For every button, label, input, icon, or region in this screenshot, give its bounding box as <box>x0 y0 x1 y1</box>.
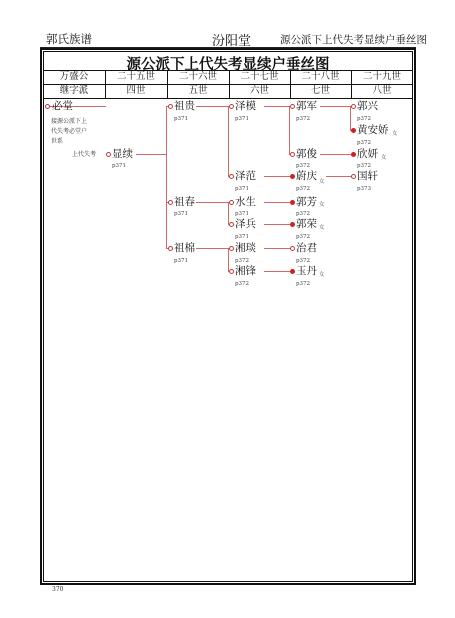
connector <box>228 248 229 272</box>
node-marker <box>351 174 356 179</box>
node-marker <box>290 152 295 157</box>
female-note: 女 <box>319 272 325 278</box>
son-label: 上代失考 <box>72 151 97 158</box>
person: 祖春 <box>174 196 195 208</box>
header-hall-name: 汾阳堂 <box>212 34 252 49</box>
person: 泽范 <box>235 170 256 182</box>
node-marker <box>290 246 295 251</box>
node-marker <box>45 104 50 109</box>
node-marker <box>290 104 295 109</box>
row-label-ancestor: 万盛公 <box>59 71 89 82</box>
connector <box>264 248 290 249</box>
root-note-line: 接源公派下上 <box>51 118 88 125</box>
node-marker-female <box>290 222 295 227</box>
header-clan-name: 郭氏族谱 <box>46 32 92 46</box>
generation-header: 二十六世 <box>178 71 217 82</box>
page-ref: p373 <box>357 186 372 192</box>
node-marker <box>168 200 173 205</box>
person: 湘锋 <box>235 265 256 277</box>
node-marker-female <box>290 200 295 205</box>
connector <box>196 202 230 203</box>
node-marker <box>229 200 234 205</box>
table-bottom-rule <box>43 98 413 99</box>
generation-short: 四世 <box>126 85 146 96</box>
page-ref: p371 <box>235 116 250 122</box>
female-note: 女 <box>319 225 325 231</box>
node-marker-female <box>351 128 356 133</box>
connector <box>196 248 230 249</box>
page-ref: p372 <box>296 186 311 192</box>
page-ref: p372 <box>235 281 250 287</box>
node-marker-female <box>290 269 295 274</box>
connector <box>289 106 290 155</box>
generation-short: 七世 <box>310 85 330 96</box>
connector <box>166 106 167 249</box>
generation-short: 五世 <box>188 85 208 96</box>
connector <box>264 176 290 177</box>
connector <box>196 106 230 107</box>
connector <box>264 271 290 272</box>
person: 湘琰 <box>235 242 256 254</box>
page-ref: p372 <box>296 163 311 169</box>
connector <box>136 154 166 155</box>
node-marker <box>168 104 173 109</box>
connector <box>320 154 351 155</box>
node-marker <box>351 104 356 109</box>
page-ref: p372 <box>296 234 311 240</box>
person: 水生 <box>235 196 256 208</box>
node-marker <box>229 222 234 227</box>
person: 泽兵 <box>235 218 256 230</box>
person: 玉丹 <box>296 265 317 277</box>
person: 显续 <box>112 148 133 160</box>
root-note-line: 世系 <box>51 138 64 145</box>
page-ref: p372 <box>296 211 311 217</box>
row-label-branch: 继字派 <box>59 85 89 96</box>
node-marker <box>168 246 173 251</box>
person: 治君 <box>296 242 317 254</box>
person: 欣妍 <box>357 148 378 160</box>
node-marker <box>229 269 234 274</box>
person: 郭俊 <box>296 148 317 160</box>
page-ref: p372 <box>296 258 311 264</box>
generation-header: 二十七世 <box>240 71 279 82</box>
person: 郭军 <box>296 100 317 112</box>
connector <box>228 202 229 225</box>
female-note: 女 <box>392 131 398 137</box>
page-ref: p372 <box>296 116 311 122</box>
page-ref: p371 <box>174 116 189 122</box>
person: 郭兴 <box>357 100 378 112</box>
page-ref: p372 <box>357 163 372 169</box>
node-marker <box>229 174 234 179</box>
person-root: 必堂 <box>52 100 73 112</box>
node-marker <box>106 152 111 157</box>
page-ref: p372 <box>296 281 311 287</box>
generation-header: 二十九世 <box>362 71 401 82</box>
connector <box>264 202 290 203</box>
connector <box>264 224 290 225</box>
node-marker-female <box>290 174 295 179</box>
female-note: 女 <box>381 155 387 161</box>
connector <box>326 176 351 177</box>
generation-short: 八世 <box>372 85 392 96</box>
connector <box>264 106 290 107</box>
page-ref: p372 <box>235 258 250 264</box>
female-note: 女 <box>319 202 325 208</box>
person: 郭芳 <box>296 196 317 208</box>
generation-header: 二十八世 <box>301 71 340 82</box>
node-marker-female <box>351 152 356 157</box>
page-ref: p372 <box>357 116 372 122</box>
connector <box>320 106 351 107</box>
node-marker <box>229 104 234 109</box>
person: 祖棉 <box>174 242 195 254</box>
page-ref: p371 <box>174 258 189 264</box>
chart-title: 源公派下上代失考显续户垂丝图 <box>126 57 330 73</box>
person: 郭荣 <box>296 218 317 230</box>
connector <box>350 106 351 131</box>
person: 泽模 <box>235 100 256 112</box>
page-ref: p371 <box>235 234 250 240</box>
page-ref: p371 <box>235 211 250 217</box>
node-marker <box>229 246 234 251</box>
page-ref: p371 <box>112 163 127 169</box>
root-note-line: 代失考必堂户 <box>51 128 88 135</box>
person: 祖贵 <box>174 100 195 112</box>
generation-short: 六世 <box>249 85 269 96</box>
header-chart-name: 源公派下上代失考显续户垂丝图 <box>280 34 427 46</box>
page-number: 370 <box>52 586 64 593</box>
person: 国轩 <box>357 170 378 182</box>
person: 蔚庆 <box>296 170 317 182</box>
generation-header: 二十五世 <box>116 71 155 82</box>
page-ref: p371 <box>235 186 250 192</box>
connector <box>228 106 229 177</box>
page-ref: p372 <box>357 140 372 146</box>
page-ref: p371 <box>174 211 189 217</box>
person: 黄安娇 <box>357 124 389 136</box>
female-note: 女 <box>319 179 325 185</box>
